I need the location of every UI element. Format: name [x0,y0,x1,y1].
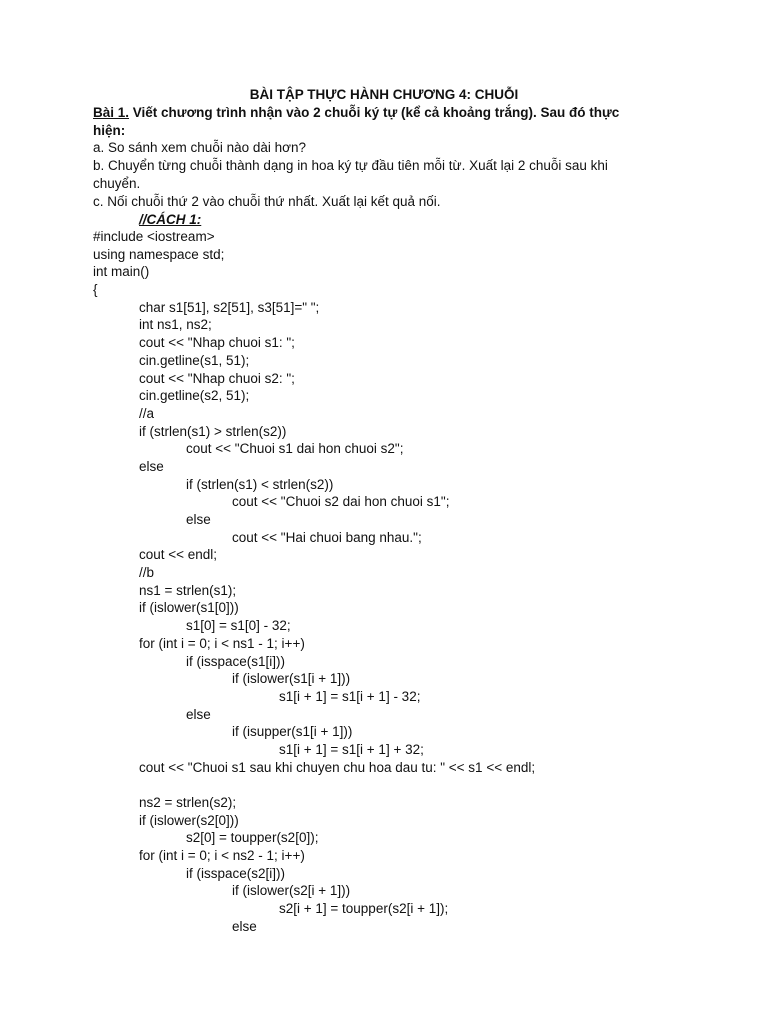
code-line: for (int i = 0; i < ns2 - 1; i++) [139,848,305,864]
code-line: cout << "Nhap chuoi s2: "; [139,370,295,386]
code-line: //a [139,405,155,421]
exercise-item-b: b. Chuyển từng chuỗi thành dạng in hoa ký tự đầu tiên mỗi từ. Xuất lại 2 chuỗi sau khi chuyển. [93,158,608,191]
code-line: s2[0] = toupper(s2[0]); [186,830,319,846]
code-line: cout << "Nhap chuoi s1: "; [139,335,295,351]
code-line: cout << "Chuoi s2 dai hon chuoi s1"; [232,494,450,510]
code-line: ns2 = strlen(s2); [139,795,237,810]
code-line: cout << endl; [139,547,218,563]
code-line: cout << "Chuoi s1 dai hon chuoi s2"; [186,441,404,457]
code-line: using namespace std; [93,246,225,262]
code-line: if (strlen(s1) < strlen(s2)) [186,476,334,492]
code-line: //b [139,565,155,581]
code-line: int main() [93,264,150,280]
code-line: s1[i + 1] = s1[i + 1] - 32; [279,688,421,704]
code-line: if (islower(s1[i + 1])) [232,671,351,687]
exercise-heading [93,104,653,140]
document-title: BÀI TẬP THỰC HÀNH CHƯƠNG 4: CHUỖI [249,87,519,102]
code-line: if (isspace(s1[i])) [186,653,286,669]
code-line: if (strlen(s1) > strlen(s2)) [139,423,287,439]
code-line: ns1 = strlen(s1); [139,582,237,598]
code-line: else [232,918,257,934]
code-line: s1[0] = s1[0] - 32; [186,618,291,634]
code-line: if (isspace(s2[i])) [186,865,286,881]
code-block [0,228,768,936]
code-line: for (int i = 0; i < ns1 - 1; i++) [139,635,305,651]
code-line: else [186,512,211,527]
code-line: { [93,282,98,298]
code-line: int ns1, ns2; [139,317,212,333]
exercise-item-a: a. So sánh xem chuỗi nào dài hơn? [93,140,306,155]
code-line: if (islower(s1[0])) [139,600,239,616]
code-line [0,776,768,794]
code-line: if (isupper(s1[i + 1])) [232,724,353,740]
code-line: if (islower(s2[0])) [139,812,239,828]
code-line: cout << "Hai chuoi bang nhau."; [232,529,422,545]
code-line: if (islower(s2[i + 1])) [232,883,351,899]
code-line: else [186,706,211,722]
code-line: #include <iostream> [93,229,215,244]
code-line: char s1[51], s2[51], s3[51]=" "; [139,299,320,315]
code-line: cin.getline(s1, 51); [139,352,250,368]
exercise-label: Bài 1. [93,105,130,120]
exercise-heading-text: Viết chương trình nhận vào 2 chuỗi ký tự (kể cả khoảng trắng). Sau đó thực hiện: [93,105,620,138]
exercise-item-c: c. Nối chuỗi thứ 2 vào chuỗi thứ nhất. Xuất lại kết quả nối. [93,194,441,209]
code-line: s2[i + 1] = toupper(s2[i + 1]); [279,901,449,917]
code-line: s1[i + 1] = s1[i + 1] + 32; [279,741,424,757]
code-line: cout << "Chuoi s1 sau khi chuyen chu hoa dau tu: " << s1 << endl; [139,759,536,775]
code-line: else [139,458,164,474]
code-line: cin.getline(s2, 51); [139,388,250,404]
method-label: //CÁCH 1: [139,212,202,227]
